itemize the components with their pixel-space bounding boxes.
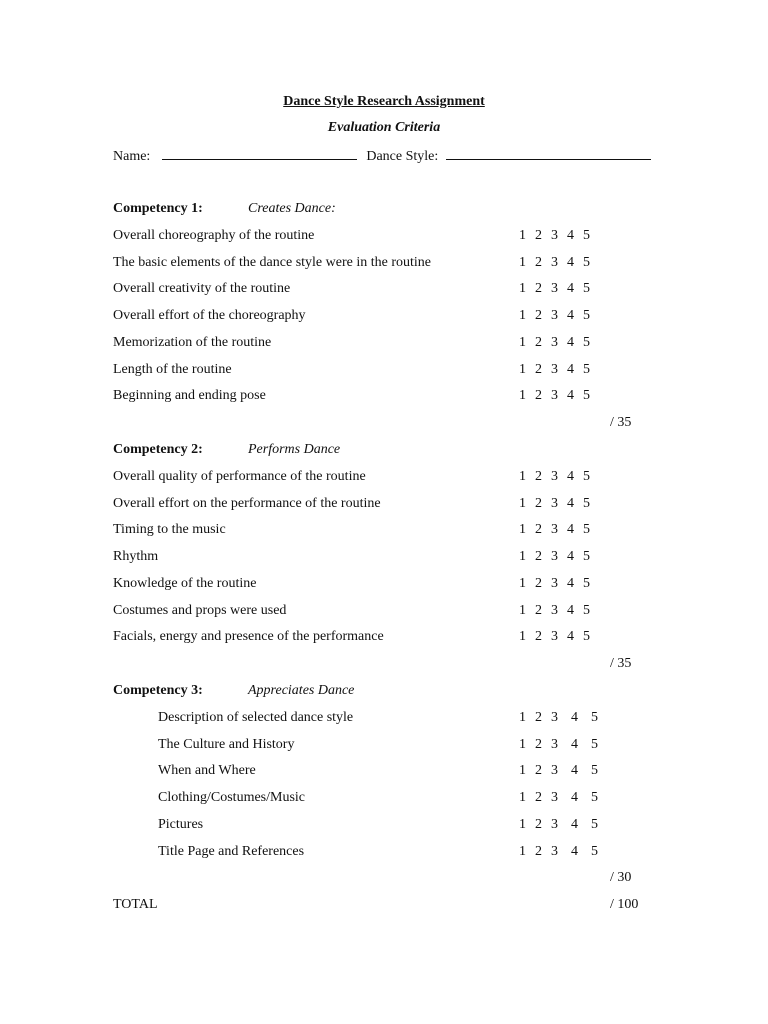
rating-option[interactable]: 4 — [567, 335, 574, 350]
rating-option[interactable]: 1 — [519, 549, 526, 564]
rating-option[interactable]: 1 — [519, 603, 526, 618]
criterion-label: Memorization of the routine — [113, 335, 272, 350]
rating-option[interactable]: 3 — [551, 255, 558, 270]
rating-scale[interactable] — [519, 468, 599, 486]
rating-option[interactable]: 3 — [551, 308, 558, 323]
criterion-label: Description of selected dance style — [158, 710, 354, 725]
rating-option[interactable]: 5 — [591, 790, 598, 805]
rating-option[interactable]: 4 — [571, 737, 578, 752]
rating-option[interactable]: 4 — [567, 629, 574, 644]
name-row — [113, 146, 651, 166]
rating-option[interactable]: 3 — [551, 549, 558, 564]
rating-scale[interactable] — [519, 548, 599, 566]
competency-label: Competency 3: — [113, 683, 203, 698]
rating-option[interactable]: 4 — [567, 308, 574, 323]
rating-option[interactable]: 3 — [551, 629, 558, 644]
name-label: Name: — [113, 149, 151, 164]
rating-option[interactable]: 3 — [551, 496, 558, 511]
rating-option[interactable]: 2 — [535, 844, 542, 859]
rating-option[interactable]: 5 — [583, 576, 590, 591]
rating-option[interactable]: 2 — [535, 281, 542, 296]
rating-option[interactable]: 4 — [567, 549, 574, 564]
rating-option[interactable]: 5 — [583, 469, 590, 484]
rating-option[interactable]: 2 — [535, 549, 542, 564]
competency-description: Appreciates Dance — [248, 683, 355, 698]
rating-option[interactable]: 1 — [519, 817, 526, 832]
rating-scale[interactable] — [519, 495, 599, 513]
rating-scale[interactable] — [519, 843, 607, 861]
rating-scale[interactable] — [519, 816, 607, 834]
rating-option[interactable]: 3 — [551, 362, 558, 377]
rating-option[interactable]: 3 — [551, 281, 558, 296]
rating-option[interactable]: 2 — [535, 603, 542, 618]
rating-option[interactable]: 4 — [567, 281, 574, 296]
rating-option[interactable]: 5 — [583, 255, 590, 270]
criterion-label: Overall effort on the performance of the routine — [113, 496, 381, 511]
criterion-label: Clothing/Costumes/Music — [158, 790, 306, 805]
rating-option[interactable]: 4 — [567, 469, 574, 484]
rating-option[interactable]: 2 — [535, 228, 542, 243]
rating-option[interactable]: 2 — [535, 255, 542, 270]
competency-header — [113, 200, 336, 218]
competency-header — [113, 682, 355, 700]
rating-option[interactable]: 1 — [519, 255, 526, 270]
rating-option[interactable]: 2 — [535, 629, 542, 644]
rating-option[interactable]: 1 — [519, 763, 526, 778]
rating-option[interactable]: 1 — [519, 790, 526, 805]
criterion-label: Overall choreography of the routine — [113, 228, 315, 243]
rating-option[interactable]: 1 — [519, 576, 526, 591]
document-title: Dance Style Research Assignment — [283, 94, 485, 109]
criterion-label: The basic elements of the dance style were in the routine — [113, 255, 431, 270]
rating-option[interactable]: 2 — [535, 522, 542, 537]
rating-scale[interactable] — [519, 628, 599, 646]
rating-option[interactable]: 3 — [551, 228, 558, 243]
rating-option[interactable]: 2 — [535, 790, 542, 805]
rating-scale[interactable] — [519, 602, 599, 620]
criterion-label: Pictures — [158, 817, 204, 832]
rating-option[interactable]: 1 — [519, 388, 526, 403]
rating-option[interactable]: 5 — [591, 763, 598, 778]
rating-option[interactable]: 1 — [519, 496, 526, 511]
rating-option[interactable]: 3 — [551, 737, 558, 752]
rating-option[interactable]: 3 — [551, 469, 558, 484]
rating-option[interactable]: 1 — [519, 228, 526, 243]
rating-scale[interactable] — [519, 387, 599, 405]
rating-option[interactable]: 4 — [571, 763, 578, 778]
criterion-label: Knowledge of the routine — [113, 576, 257, 591]
rating-option[interactable]: 2 — [535, 496, 542, 511]
rating-option[interactable]: 4 — [571, 790, 578, 805]
rating-option[interactable]: 1 — [519, 844, 526, 859]
competency-description: Performs Dance — [248, 442, 341, 457]
rating-option[interactable]: 2 — [535, 763, 542, 778]
rating-option[interactable]: 3 — [551, 763, 558, 778]
rating-option[interactable]: 5 — [583, 228, 590, 243]
criterion-label: Overall quality of performance of the routine — [113, 469, 366, 484]
dance-style-field[interactable] — [446, 146, 651, 160]
criterion-label: Costumes and props were used — [113, 603, 287, 618]
name-field[interactable] — [162, 146, 357, 160]
criterion-label: The Culture and History — [158, 737, 295, 752]
rating-option[interactable]: 4 — [567, 362, 574, 377]
rating-scale[interactable] — [519, 762, 607, 780]
rating-option[interactable]: 1 — [519, 362, 526, 377]
rating-option[interactable]: 1 — [519, 335, 526, 350]
rating-option[interactable]: 1 — [519, 308, 526, 323]
criterion-label: Overall creativity of the routine — [113, 281, 291, 296]
rating-option[interactable]: 4 — [567, 496, 574, 511]
rating-option[interactable]: 1 — [519, 737, 526, 752]
competency-score: / 30 — [610, 870, 632, 885]
rating-scale[interactable] — [519, 307, 599, 325]
rating-option[interactable]: 5 — [591, 737, 598, 752]
criterion-label: When and Where — [158, 763, 256, 778]
rating-option[interactable]: 3 — [551, 388, 558, 403]
criterion-label: Beginning and ending pose — [113, 388, 266, 403]
criterion-label: Overall effort of the choreography — [113, 308, 306, 323]
rating-option[interactable]: 5 — [583, 522, 590, 537]
rating-option[interactable]: 3 — [551, 817, 558, 832]
competency-score: / 35 — [610, 415, 632, 430]
rating-option[interactable]: 5 — [583, 281, 590, 296]
criterion-label: Length of the routine — [113, 362, 232, 377]
rating-scale[interactable] — [519, 521, 599, 539]
criterion-label: Rhythm — [113, 549, 159, 564]
rating-scale[interactable] — [519, 334, 599, 352]
rating-option[interactable]: 2 — [535, 308, 542, 323]
rating-option[interactable]: 5 — [591, 844, 598, 859]
rating-option[interactable]: 5 — [583, 549, 590, 564]
rating-scale[interactable] — [519, 709, 607, 727]
rating-option[interactable]: 4 — [567, 603, 574, 618]
rating-option[interactable]: 3 — [551, 710, 558, 725]
rating-option[interactable]: 3 — [551, 603, 558, 618]
rating-option[interactable]: 1 — [519, 710, 526, 725]
rating-option[interactable]: 4 — [567, 228, 574, 243]
total-label: TOTAL — [113, 897, 158, 912]
rating-option[interactable]: 3 — [551, 335, 558, 350]
rating-option[interactable]: 4 — [567, 522, 574, 537]
rating-option[interactable]: 2 — [535, 710, 542, 725]
rating-option[interactable]: 1 — [519, 469, 526, 484]
rating-option[interactable]: 5 — [583, 308, 590, 323]
rating-option[interactable]: 3 — [551, 844, 558, 859]
competency-description: Creates Dance: — [248, 201, 336, 216]
rating-option[interactable]: 4 — [567, 388, 574, 403]
competency-score: / 35 — [610, 656, 632, 671]
rating-option[interactable]: 5 — [591, 817, 598, 832]
rating-scale[interactable] — [519, 575, 599, 593]
rating-option[interactable]: 2 — [535, 388, 542, 403]
rating-scale[interactable] — [519, 789, 607, 807]
total-score: / 100 — [610, 897, 639, 912]
dance-style-label: Dance Style: — [366, 149, 439, 164]
rating-option[interactable]: 2 — [535, 469, 542, 484]
document-subtitle: Evaluation Criteria — [327, 120, 441, 135]
criterion-label: Title Page and References — [158, 844, 305, 859]
rating-option[interactable]: 1 — [519, 281, 526, 296]
rating-option[interactable]: 4 — [567, 255, 574, 270]
rating-option[interactable]: 1 — [519, 522, 526, 537]
rating-option[interactable]: 5 — [583, 496, 590, 511]
rating-scale[interactable] — [519, 280, 599, 298]
rating-option[interactable]: 5 — [583, 603, 590, 618]
rating-option[interactable]: 4 — [567, 576, 574, 591]
rating-option[interactable]: 2 — [535, 737, 542, 752]
rating-option[interactable]: 4 — [571, 710, 578, 725]
criterion-label: Timing to the music — [113, 522, 226, 537]
rating-option[interactable]: 2 — [535, 576, 542, 591]
rating-scale[interactable] — [519, 227, 599, 245]
competency-label: Competency 1: — [113, 201, 203, 216]
rating-option[interactable]: 2 — [535, 362, 542, 377]
rating-option[interactable]: 3 — [551, 522, 558, 537]
rating-option[interactable]: 4 — [571, 817, 578, 832]
rating-option[interactable]: 5 — [591, 710, 598, 725]
rating-scale[interactable] — [519, 361, 599, 379]
competency-label: Competency 2: — [113, 442, 203, 457]
rating-option[interactable]: 5 — [583, 335, 590, 350]
rating-option[interactable]: 4 — [571, 844, 578, 859]
rating-option[interactable]: 2 — [535, 335, 542, 350]
criterion-label: Facials, energy and presence of the performance — [113, 629, 384, 644]
rating-scale[interactable] — [519, 736, 607, 754]
rating-option[interactable]: 5 — [583, 388, 590, 403]
rating-option[interactable]: 3 — [551, 576, 558, 591]
rating-option[interactable]: 5 — [583, 362, 590, 377]
rating-option[interactable]: 3 — [551, 790, 558, 805]
rating-option[interactable]: 1 — [519, 629, 526, 644]
rating-option[interactable]: 2 — [535, 817, 542, 832]
competency-header — [113, 441, 341, 459]
rating-option[interactable]: 5 — [583, 629, 590, 644]
rating-scale[interactable] — [519, 254, 599, 272]
